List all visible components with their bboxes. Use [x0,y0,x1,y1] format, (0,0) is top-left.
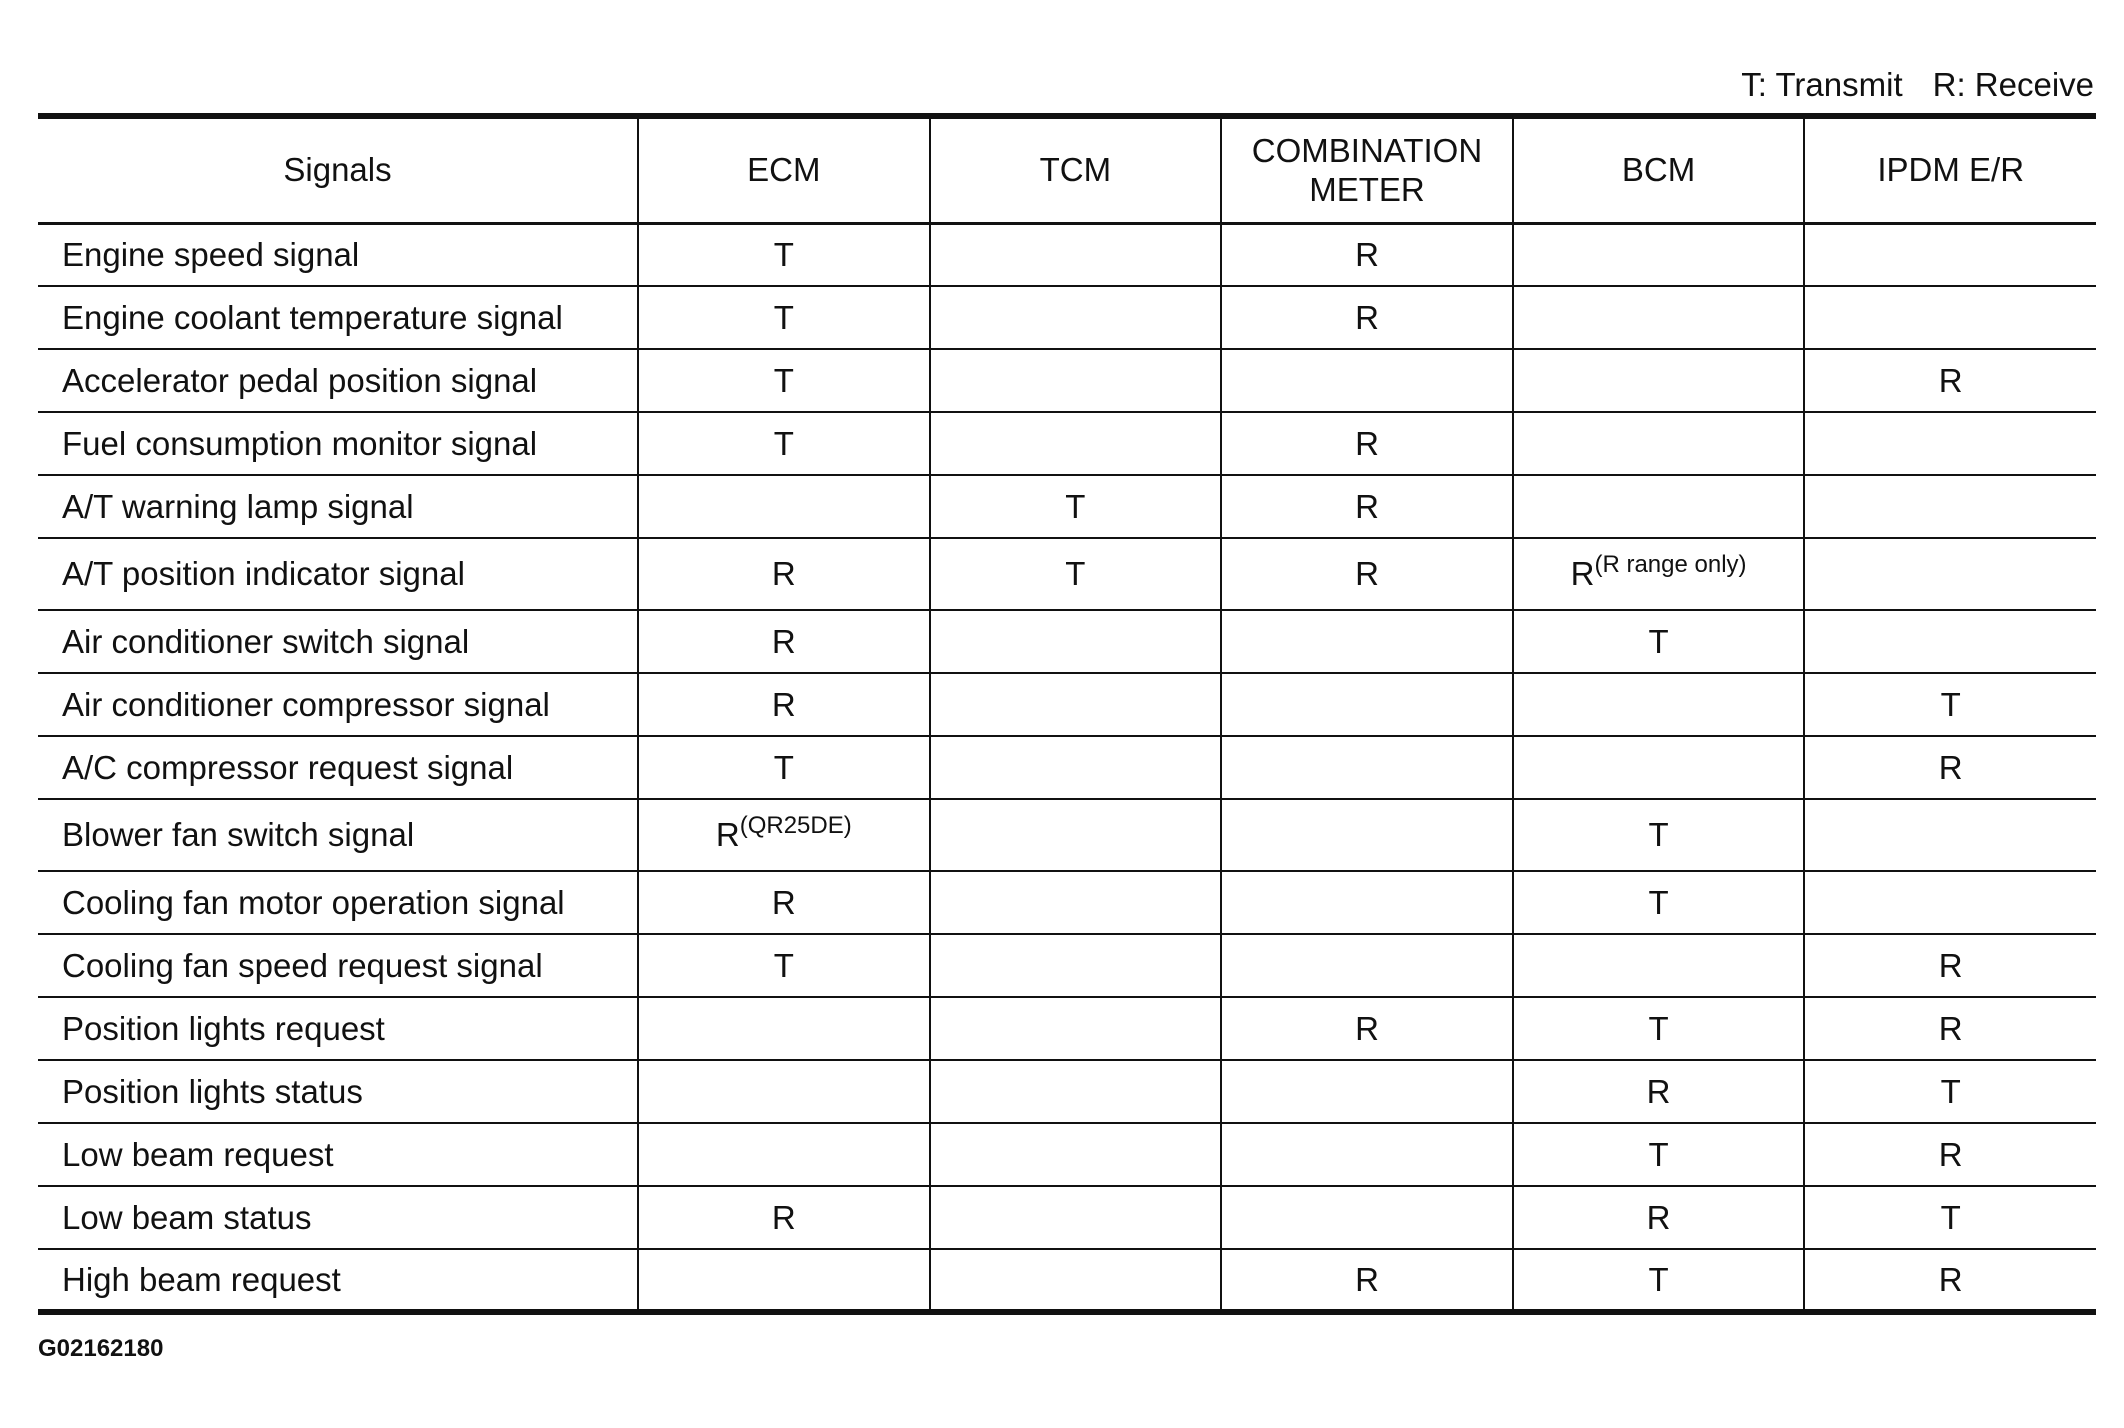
cell-ecm [638,412,930,475]
cell-bcm [1513,736,1805,799]
table-row [38,223,2096,286]
cell-combination-meter [1221,223,1513,286]
cell-value: R [715,816,740,854]
cell-tcm [930,475,1222,538]
signal-name: Blower fan switch signal [38,799,638,871]
cell-tcm [930,349,1222,412]
cell-tcm [930,1060,1222,1123]
cell-ecm [638,673,930,736]
cell-ecm [638,610,930,673]
cell-combination-meter [1221,1186,1513,1249]
cell-ipdm-er [1804,799,2096,871]
cell-ipdm-er [1804,412,2096,475]
cell-ecm [638,286,930,349]
cell-combination-meter [1221,475,1513,538]
cell-combination-meter [1221,799,1513,871]
cell-value: R [771,1198,796,1236]
signal-name: High beam request [38,1249,638,1312]
cell-value: R [1646,1198,1671,1236]
cell-ecm [638,1186,930,1249]
cell-tcm [930,286,1222,349]
cell-ipdm-er [1804,871,2096,934]
cell-value: T [773,946,794,984]
cell-tcm [930,997,1222,1060]
cell-ecm [638,538,930,610]
cell-value: R [1938,1135,1963,1173]
cell-bcm [1513,934,1805,997]
header-combination-meter: COMBINATION METER [1221,116,1513,223]
cell-bcm [1513,1249,1805,1312]
cell-bcm [1513,673,1805,736]
cell-value: R [1355,1260,1379,1298]
cell-tcm [930,1186,1222,1249]
cell-combination-meter [1221,412,1513,475]
cell-ipdm-er [1804,934,2096,997]
table-row [38,1123,2096,1186]
cell-value: T [1940,685,1961,723]
header-tcm: TCM [930,116,1222,223]
table-row [38,997,2096,1060]
legend-transmit: T: Transmit [1741,66,1903,103]
legend [1741,66,2094,104]
cell-value: T [773,361,794,399]
signal-name: Engine coolant temperature signal [38,286,638,349]
cell-value: R [1938,1009,1963,1047]
cell-bcm [1513,1060,1805,1123]
table-row [38,1060,2096,1123]
cell-bcm [1513,610,1805,673]
signal-name: Position lights status [38,1060,638,1123]
cell-value: T [1648,1260,1669,1298]
cell-bcm [1513,1123,1805,1186]
cell-bcm [1513,997,1805,1060]
cell-bcm [1513,538,1805,610]
table-row [38,349,2096,412]
cell-value: T [1065,487,1086,525]
cell-ecm [638,871,930,934]
cell-combination-meter [1221,997,1513,1060]
cell-value: R [1938,946,1963,984]
cell-tcm [930,736,1222,799]
cell-tcm [930,871,1222,934]
table-row [38,538,2096,610]
table-row [38,673,2096,736]
cell-ipdm-er [1804,475,2096,538]
cell-bcm [1513,475,1805,538]
cell-ipdm-er [1804,286,2096,349]
cell-value: R [1938,1260,1963,1298]
cell-tcm [930,673,1222,736]
cell-bcm [1513,871,1805,934]
cell-tcm [930,934,1222,997]
cell-value: R [1938,361,1963,399]
signal-name: Cooling fan speed request signal [38,934,638,997]
cell-value: R [1355,555,1379,593]
signal-name: Fuel consumption monitor signal [38,412,638,475]
cell-value: T [773,424,794,462]
cell-ecm [638,736,930,799]
cell-value: T [1648,816,1669,854]
cell-ipdm-er [1804,997,2096,1060]
cell-value: R [1355,1009,1379,1047]
cell-bcm [1513,286,1805,349]
cell-value: T [1648,622,1669,660]
cell-tcm [930,1123,1222,1186]
table-row [38,1186,2096,1249]
cell-tcm [930,538,1222,610]
header-bcm: BCM [1513,116,1805,223]
can-signal-table [38,113,2096,1315]
cell-ecm [638,934,930,997]
cell-combination-meter [1221,934,1513,997]
cell-combination-meter [1221,286,1513,349]
signal-name: A/T position indicator signal [38,538,638,610]
cell-note: (R range only) [1594,551,1747,579]
cell-value: R [771,622,796,660]
cell-tcm [930,412,1222,475]
cell-value: R [1938,748,1963,786]
cell-bcm [1513,412,1805,475]
cell-ipdm-er [1804,673,2096,736]
signal-name: Air conditioner compressor signal [38,673,638,736]
cell-combination-meter [1221,673,1513,736]
cell-ecm [638,1060,930,1123]
figure-code: G02162180 [38,1335,164,1362]
cell-value: R [771,555,796,593]
cell-value: T [1065,555,1086,593]
signal-name: Position lights request [38,997,638,1060]
cell-value: T [773,298,794,336]
table-row [38,412,2096,475]
cell-value: R [1355,298,1379,336]
cell-value: R [1355,424,1379,462]
cell-ecm [638,799,930,871]
cell-combination-meter [1221,1249,1513,1312]
cell-ipdm-er [1804,1123,2096,1186]
cell-combination-meter [1221,610,1513,673]
cell-ecm [638,223,930,286]
cell-ecm [638,349,930,412]
cell-bcm [1513,799,1805,871]
cell-combination-meter [1221,1123,1513,1186]
signal-name: Cooling fan motor operation signal [38,871,638,934]
table-row [38,1249,2096,1312]
table-row [38,286,2096,349]
cell-bcm [1513,223,1805,286]
cell-tcm [930,610,1222,673]
header-ecm: ECM [638,116,930,223]
cell-tcm [930,223,1222,286]
cell-tcm [930,1249,1222,1312]
cell-ipdm-er [1804,1249,2096,1312]
cell-value: R [1570,555,1595,593]
signal-name: Accelerator pedal position signal [38,349,638,412]
cell-ipdm-er [1804,1186,2096,1249]
cell-note: (QR25DE) [739,812,852,840]
cell-value: R [771,685,796,723]
table-body [38,223,2096,1312]
cell-value: T [773,748,794,786]
cell-combination-meter [1221,871,1513,934]
cell-value: T [1940,1198,1961,1236]
cell-tcm [930,799,1222,871]
cell-ipdm-er [1804,223,2096,286]
cell-value: T [1648,1009,1669,1047]
cell-ecm [638,997,930,1060]
signal-name: Engine speed signal [38,223,638,286]
table-row [38,475,2096,538]
header-row [38,116,2096,223]
table-row [38,799,2096,871]
cell-value: T [773,235,794,273]
table-row [38,871,2096,934]
cell-combination-meter [1221,538,1513,610]
cell-value: R [1646,1072,1671,1110]
table-row [38,736,2096,799]
cell-value: R [771,883,796,921]
legend-receive: R: Receive [1932,66,2094,103]
cell-bcm [1513,349,1805,412]
cell-combination-meter [1221,349,1513,412]
cell-ipdm-er [1804,1060,2096,1123]
signal-name: Air conditioner switch signal [38,610,638,673]
cell-value: T [1648,883,1669,921]
cell-combination-meter [1221,736,1513,799]
cell-ipdm-er [1804,610,2096,673]
cell-value: R [1355,235,1379,273]
table-row [38,934,2096,997]
signal-name: Low beam status [38,1186,638,1249]
cell-ipdm-er [1804,349,2096,412]
header-ipdm-er: IPDM E/R [1804,116,2096,223]
signal-name: A/C compressor request signal [38,736,638,799]
table-row [38,610,2096,673]
cell-ipdm-er [1804,538,2096,610]
cell-bcm [1513,1186,1805,1249]
cell-ecm [638,1123,930,1186]
cell-ipdm-er [1804,736,2096,799]
signal-name: Low beam request [38,1123,638,1186]
cell-ecm [638,1249,930,1312]
header-signals: Signals [38,116,638,223]
signal-name: A/T warning lamp signal [38,475,638,538]
cell-value: T [1940,1072,1961,1110]
cell-combination-meter [1221,1060,1513,1123]
cell-value: T [1648,1135,1669,1173]
cell-value: R [1355,487,1379,525]
cell-ecm [638,475,930,538]
